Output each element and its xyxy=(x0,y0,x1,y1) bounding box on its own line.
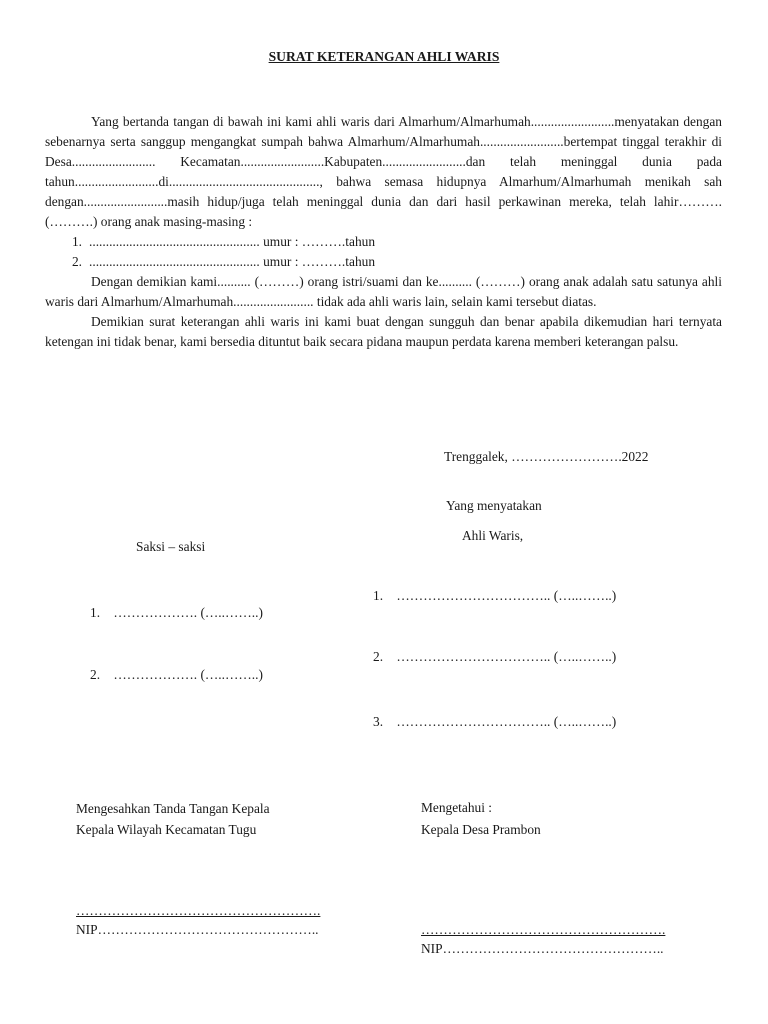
place-date: Trenggalek, …………………….2022 xyxy=(444,449,649,464)
child-entry: ................................................... umur : ……….tahun xyxy=(89,254,376,269)
list-number: 3. xyxy=(373,714,384,729)
child-entry: ................................................... umur : ……….tahun xyxy=(89,234,376,249)
witness-signature-row xyxy=(90,665,263,685)
list-number: 2. xyxy=(373,649,384,664)
heir-signature-line: …………………………….. (…..……..) xyxy=(396,714,617,729)
document-body xyxy=(45,112,722,352)
list-number: 2. xyxy=(71,254,82,269)
declarant-role: Ahli Waris, xyxy=(462,528,524,543)
acknowledge-office: Kepala Desa Prambon xyxy=(421,822,541,837)
acknowledge-nip: NIP………………………………………….. xyxy=(421,941,664,956)
child-list-item xyxy=(45,232,722,252)
list-number: 1. xyxy=(373,588,384,603)
acknowledge-signature-line: ………………………………………………. xyxy=(421,922,666,937)
paragraph-closing: Demikian surat keterangan ahli waris ini kami buat dengan sungguh dan benar apabila dikemudian hari ternyata ketengan ini tidak benar, kami bersedia dituntut baik secara pidana maupun perdata karena memberi keterangan palsu. xyxy=(45,314,722,349)
ratify-office: Kepala Wilayah Kecamatan Tugu xyxy=(76,822,257,837)
witnesses-label: Saksi – saksi xyxy=(136,539,206,554)
witness-signature-line: ………………. (…..……..) xyxy=(113,667,263,682)
list-number: 1. xyxy=(71,234,82,249)
witness-signature-row xyxy=(90,603,263,623)
list-number: 2. xyxy=(90,667,101,682)
list-number: 1. xyxy=(90,605,101,620)
paragraph-sole-heirs: Dengan demikian kami.......... (………) orang istri/suami dan ke.......... (………) orang anak adalah satu satunya ahli waris dari Almarhum/Almarhumah........................ tidak ada ahli waris lain, selain kami tersebut diatas. xyxy=(45,274,722,309)
document-title: SURAT KETERANGAN AHLI WARIS xyxy=(268,49,500,64)
ratify-nip: NIP………………………………………….. xyxy=(76,922,319,937)
declarant-label: Yang menyatakan xyxy=(446,498,542,513)
heir-signature-row xyxy=(373,647,616,667)
child-list-item xyxy=(45,252,722,272)
acknowledge-title: Mengetahui : xyxy=(421,800,493,815)
heir-signature-line: …………………………….. (…..……..) xyxy=(396,588,617,603)
heir-signature-row xyxy=(373,586,616,606)
ratify-title: Mengesahkan Tanda Tangan Kepala xyxy=(76,801,270,816)
heir-signature-row xyxy=(373,712,616,732)
heir-signature-line: …………………………….. (…..……..) xyxy=(396,649,617,664)
witness-signature-line: ………………. (…..……..) xyxy=(113,605,263,620)
paragraph-heirs-statement: Yang bertanda tangan di bawah ini kami ahli waris dari Almarhum/Almarhumah.........................menyatakan dengan sebenarnya serta sanggup mengangkat sumpah bahwa Almarhum/Almarhumah.........................bertempat tinggal terakhir di Desa......................... Kecamatan.........................Kabupaten.........................dan telah meninggal dunia pada tahun.........................di............................................., bahwa semasa hidupnya Almarhum/Almarhumah menikah sah dengan.........................masih hidup/juga telah meninggal dunia dan dari hasil perkawinan mereka, telah lahir………. (……….) orang anak masing-masing : xyxy=(45,114,722,229)
ratify-signature-line: ………………………………………………. xyxy=(76,903,321,918)
